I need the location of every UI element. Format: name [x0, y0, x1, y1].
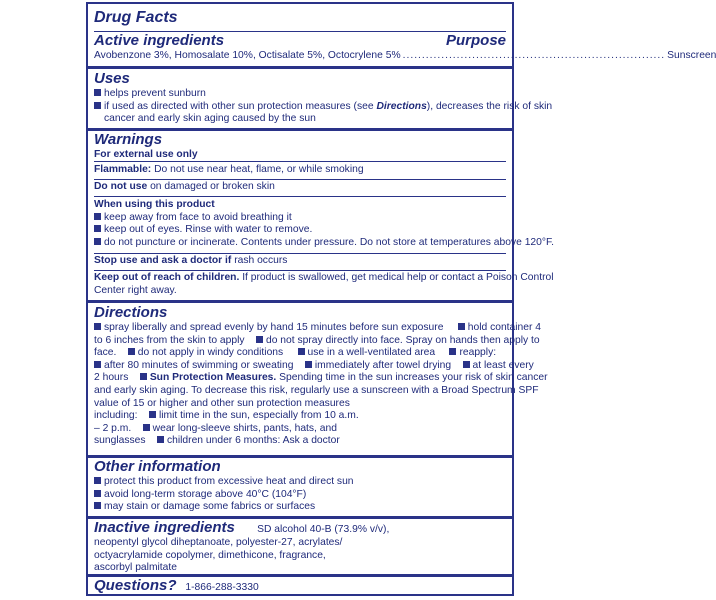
- bullet-square-icon: [94, 238, 101, 245]
- questions-heading: Questions?: [94, 577, 177, 594]
- bullet-square-icon: [94, 225, 101, 232]
- bullet-square-icon: [143, 424, 150, 431]
- inactive-ingredients-text: neopentyl glycol diheptanoate, polyester-27, acrylates/: [94, 537, 343, 548]
- bullet-square-icon: [94, 102, 101, 109]
- questions-phone: 1-866-288-3330: [185, 582, 259, 593]
- other-info-item: may stain or damage some fabrics or surfaces: [94, 501, 506, 514]
- when-using-block: [94, 199, 555, 249]
- section-divider: [88, 300, 512, 303]
- uses-item: helps prevent sunburn: [94, 88, 506, 101]
- keep-out-of-reach-warning: Keep out of reach of children. If product is swallowed, get medical help or contact a Poison Control Center right away.: [94, 272, 554, 296]
- when-using-heading: When using this product: [94, 199, 215, 210]
- other-information-section: [88, 458, 512, 514]
- bullet-square-icon: [458, 323, 465, 330]
- divider: [94, 270, 506, 271]
- inactive-ingredients-text: octyacrylamide copolymer, dimethicone, fragrance,: [94, 549, 326, 561]
- active-ingredient-row: [94, 50, 716, 63]
- uses-item: if used as directed with other sun protection measures (see Directions), decreases the risk of skin: [94, 101, 506, 114]
- bullet-square-icon: [94, 361, 101, 368]
- bullet-square-icon: [94, 502, 101, 509]
- inactive-ingredients-section: [88, 519, 512, 575]
- directions-line: spray liberally and spread evenly by hand 15 minutes before sun exposure hold container 4: [94, 322, 506, 335]
- bullet-square-icon: [94, 477, 101, 484]
- directions-section: [88, 304, 548, 448]
- uses-item-continued: cancer and early skin aging caused by the sun: [104, 113, 316, 125]
- do-not-use-warning: Do not use on damaged or broken skin: [94, 181, 275, 192]
- directions-line: face. do not apply in windy conditions use in a well-ventilated area reapply:: [94, 347, 497, 359]
- bullet-square-icon: [463, 361, 470, 368]
- external-use-text: For external use only: [94, 149, 198, 160]
- directions-line: 2 hours Sun Protection Measures. Spending time in the sun increases your risk of skin cancer: [94, 372, 548, 384]
- bullet-square-icon: [128, 348, 135, 355]
- divider: [94, 179, 506, 180]
- bullet-square-icon: [94, 490, 101, 497]
- warnings-section: [88, 131, 512, 162]
- stop-use-warning: Stop use and ask a doctor if rash occurs: [94, 255, 288, 266]
- divider: [94, 161, 506, 162]
- bullet-square-icon: [298, 348, 305, 355]
- questions-section: [88, 577, 512, 595]
- bullet-square-icon: [256, 336, 263, 343]
- bullet-square-icon: [149, 411, 156, 418]
- active-ingredients-section: [88, 32, 716, 63]
- other-info-item: protect this product from excessive heat and direct sun: [94, 476, 506, 489]
- bullet-square-icon: [305, 361, 312, 368]
- bullet-square-icon: [140, 373, 147, 380]
- inactive-ingredients-heading: Inactive ingredients: [94, 519, 235, 536]
- section-divider: [88, 66, 512, 69]
- drug-facts-label: [86, 2, 716, 596]
- other-information-heading: Other information: [94, 458, 221, 475]
- directions-line: value of 15 or higher and other sun protection measures: [94, 397, 350, 409]
- uses-heading: Uses: [94, 70, 130, 87]
- directions-line: – 2 p.m. wear long-sleeve shirts, pants, hats, and: [94, 422, 337, 434]
- drug-facts-title: Drug Facts: [94, 9, 178, 26]
- directions-line: including: limit time in the sun, especially from 10 a.m.: [94, 410, 359, 422]
- directions-line: to 6 inches from the skin to apply do not spray directly into face. Spray on hands then apply to: [94, 334, 540, 346]
- warnings-heading: Warnings: [94, 131, 163, 148]
- active-ingredients-list: Avobenzone 3%, Homosalate 10%, Octisalate 5%, Octocrylene 5%: [94, 50, 401, 61]
- flammable-warning: Flammable: Do not use near heat, flame, or while smoking: [94, 164, 364, 175]
- when-using-item: keep away from face to avoid breathing it: [94, 212, 506, 225]
- active-ingredients-heading: Active ingredients: [94, 32, 225, 49]
- directions-line: after 80 minutes of swimming or sweating immediately after towel drying at least every: [94, 360, 506, 373]
- bullet-square-icon: [94, 323, 101, 330]
- divider: [94, 253, 506, 254]
- other-info-item: avoid long-term storage above 40°C (104°F): [94, 489, 506, 502]
- drug-facts-title-row: [88, 9, 512, 27]
- bullet-square-icon: [449, 348, 456, 355]
- leader-dots: ....................................................................: [402, 50, 666, 61]
- directions-heading: Directions: [94, 304, 168, 321]
- directions-line: sunglasses children under 6 months: Ask a doctor: [94, 435, 340, 447]
- when-using-item: keep out of eyes. Rinse with water to remove.: [94, 224, 506, 237]
- purpose-heading: Purpose: [445, 32, 506, 49]
- uses-section: [88, 70, 553, 126]
- when-using-item: do not puncture or incinerate. Contents under pressure. Do not store at temperatures above 120°F.: [94, 237, 506, 250]
- bullet-square-icon: [94, 213, 101, 220]
- inactive-ingredients-text: ascorbyl palmitate: [94, 562, 177, 574]
- purpose-value: Sunscreen: [667, 50, 716, 61]
- bullet-square-icon: [94, 89, 101, 96]
- bullet-square-icon: [157, 436, 164, 443]
- directions-line: and early skin aging. To decrease this risk, regularly use a sunscreen with a Broad Spectrum SPF: [94, 384, 539, 396]
- divider: [94, 196, 506, 197]
- inactive-ingredients-text: SD alcohol 40-B (73.9% v/v),: [257, 524, 390, 535]
